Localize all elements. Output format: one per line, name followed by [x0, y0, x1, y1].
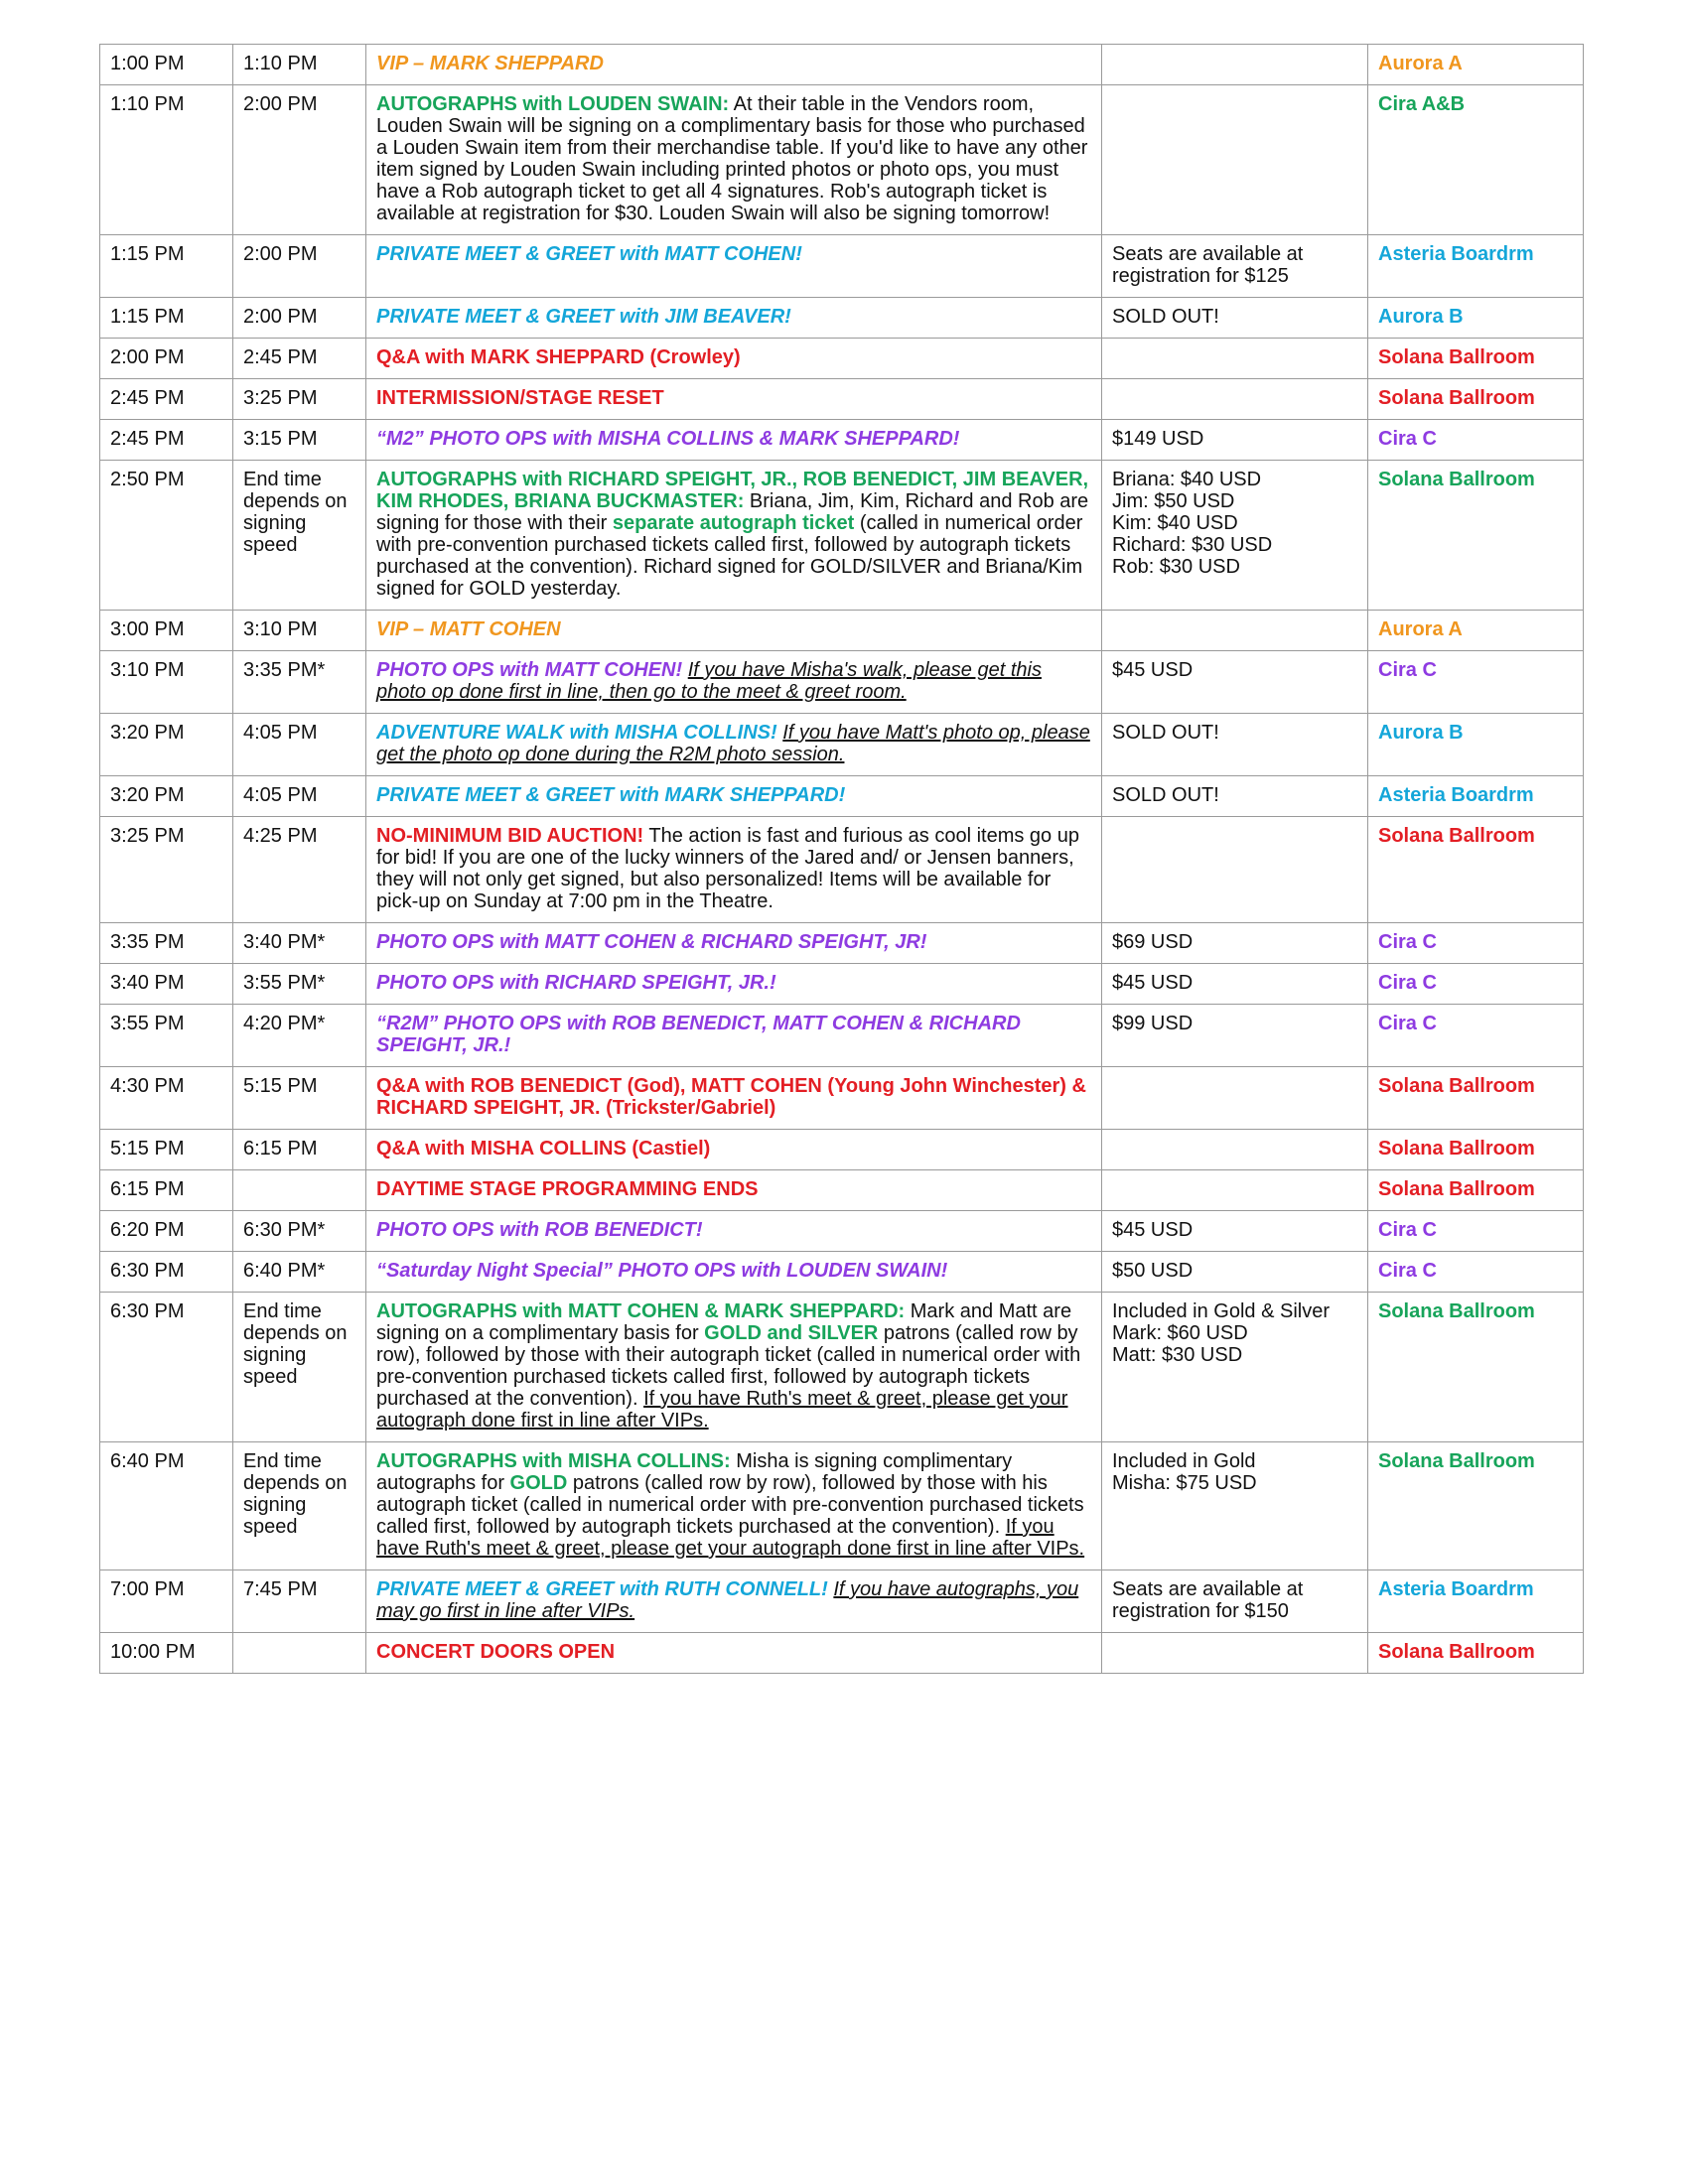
event-title: PRIVATE MEET & GREET with MARK SHEPPARD!	[376, 784, 846, 806]
start-time: 6:40 PM	[100, 1442, 233, 1570]
price-info	[1102, 1633, 1368, 1674]
price-info	[1102, 45, 1368, 85]
event-title: Q&A with MARK SHEPPARD (Crowley)	[376, 346, 741, 368]
schedule-row	[100, 420, 1584, 461]
event-title: VIP – MARK SHEPPARD	[376, 53, 604, 74]
event-description	[366, 298, 1102, 339]
event-title: CONCERT DOORS OPEN	[376, 1641, 616, 1663]
event-title: NO-MINIMUM BID AUCTION!	[376, 825, 644, 847]
room: Aurora A	[1368, 611, 1584, 651]
price-info	[1102, 1170, 1368, 1211]
room: Solana Ballroom	[1368, 1442, 1584, 1570]
event-description	[366, 964, 1102, 1005]
event-description	[366, 339, 1102, 379]
schedule-row	[100, 1442, 1584, 1570]
start-time: 3:10 PM	[100, 651, 233, 714]
schedule-row	[100, 85, 1584, 235]
event-body-continued: patrons (called row by row), followed by those with their autograph ticket (called in numerical order with pre-convention purchased tickets called first, followed by autograph tickets purchased at the convention).	[376, 1322, 1081, 1410]
end-time: 3:40 PM*	[233, 923, 366, 964]
end-time: 4:05 PM	[233, 776, 366, 817]
event-title: PHOTO OPS with MATT COHEN!	[376, 659, 683, 681]
end-time: 3:25 PM	[233, 379, 366, 420]
start-time: 2:00 PM	[100, 339, 233, 379]
end-time: 7:45 PM	[233, 1570, 366, 1633]
room: Cira C	[1368, 1211, 1584, 1252]
event-title: “Saturday Night Special” PHOTO OPS with LOUDEN SWAIN!	[376, 1260, 948, 1282]
schedule-row	[100, 1570, 1584, 1633]
price-info: Seats are available at registration for $125	[1102, 235, 1368, 298]
start-time: 1:10 PM	[100, 85, 233, 235]
end-time: End time depends on signing speed	[233, 1442, 366, 1570]
event-description	[366, 1211, 1102, 1252]
price-info	[1102, 1067, 1368, 1130]
room: Asteria Boardrm	[1368, 235, 1584, 298]
start-time: 6:30 PM	[100, 1252, 233, 1293]
price-info: $45 USD	[1102, 1211, 1368, 1252]
price-info: Included in Gold & Silver Mark: $60 USD Matt: $30 USD	[1102, 1293, 1368, 1442]
event-description	[366, 379, 1102, 420]
start-time: 3:00 PM	[100, 611, 233, 651]
event-description	[366, 1005, 1102, 1067]
schedule-row	[100, 923, 1584, 964]
start-time: 3:20 PM	[100, 714, 233, 776]
event-title: Q&A with MISHA COLLINS (Castiel)	[376, 1138, 711, 1160]
event-description	[366, 461, 1102, 611]
end-time: 4:20 PM*	[233, 1005, 366, 1067]
event-description	[366, 1067, 1102, 1130]
room: Solana Ballroom	[1368, 817, 1584, 923]
price-info: $50 USD	[1102, 1252, 1368, 1293]
event-note: If you have autographs, you may go first in line after VIPs.	[376, 1578, 1079, 1622]
schedule-row	[100, 964, 1584, 1005]
end-time: 4:25 PM	[233, 817, 366, 923]
schedule-row	[100, 651, 1584, 714]
event-title: PHOTO OPS with MATT COHEN & RICHARD SPEIGHT, JR!	[376, 931, 927, 953]
event-title: VIP – MATT COHEN	[376, 618, 561, 640]
event-body-continued: (called in numerical order with pre-convention purchased tickets called first, followed by autograph tickets purchased at the convention). Richard signed for GOLD/SILVER and Briana/Kim signed for GOLD yesterday.	[376, 512, 1083, 600]
event-description	[366, 235, 1102, 298]
event-body: Briana, Jim, Kim, Richard and Rob are signing for those with their	[376, 490, 1089, 534]
room: Aurora A	[1368, 45, 1584, 85]
event-title: PHOTO OPS with RICHARD SPEIGHT, JR.!	[376, 972, 776, 994]
event-title: INTERMISSION/STAGE RESET	[376, 387, 664, 409]
event-title: “M2” PHOTO OPS with MISHA COLLINS & MARK SHEPPARD!	[376, 428, 960, 450]
end-time: 1:10 PM	[233, 45, 366, 85]
event-description	[366, 420, 1102, 461]
end-time: 2:45 PM	[233, 339, 366, 379]
price-info: $45 USD	[1102, 964, 1368, 1005]
start-time: 1:15 PM	[100, 235, 233, 298]
room: Cira C	[1368, 923, 1584, 964]
schedule-row	[100, 1211, 1584, 1252]
end-time: 3:55 PM*	[233, 964, 366, 1005]
room: Solana Ballroom	[1368, 1293, 1584, 1442]
end-time: End time depends on signing speed	[233, 461, 366, 611]
start-time: 5:15 PM	[100, 1130, 233, 1170]
schedule-row	[100, 339, 1584, 379]
room: Solana Ballroom	[1368, 339, 1584, 379]
schedule-row	[100, 461, 1584, 611]
start-time: 3:55 PM	[100, 1005, 233, 1067]
event-body: Misha is signing complimentary autographs for	[376, 1450, 1013, 1494]
room: Solana Ballroom	[1368, 1170, 1584, 1211]
room: Solana Ballroom	[1368, 1067, 1584, 1130]
schedule-row	[100, 1005, 1584, 1067]
event-description	[366, 1170, 1102, 1211]
room: Cira A&B	[1368, 85, 1584, 235]
end-time: 3:15 PM	[233, 420, 366, 461]
event-note: If you have Misha's walk, please get this photo op done first in line, then go to the meet & greet room.	[376, 659, 1042, 703]
room: Cira C	[1368, 420, 1584, 461]
room: Solana Ballroom	[1368, 379, 1584, 420]
event-description	[366, 1130, 1102, 1170]
event-title: Q&A with ROB BENEDICT (God), MATT COHEN (Young John Winchester) & RICHARD SPEIGHT, JR. (Trickster/Gabriel)	[376, 1075, 1086, 1119]
event-title: AUTOGRAPHS with MATT COHEN & MARK SHEPPARD:	[376, 1300, 906, 1322]
end-time: 5:15 PM	[233, 1067, 366, 1130]
price-info	[1102, 611, 1368, 651]
event-description	[366, 776, 1102, 817]
start-time: 6:15 PM	[100, 1170, 233, 1211]
event-description	[366, 1633, 1102, 1674]
start-time: 3:20 PM	[100, 776, 233, 817]
schedule-row	[100, 776, 1584, 817]
end-time: 4:05 PM	[233, 714, 366, 776]
room: Cira C	[1368, 964, 1584, 1005]
schedule-row	[100, 1293, 1584, 1442]
end-time: 2:00 PM	[233, 235, 366, 298]
end-time: 2:00 PM	[233, 298, 366, 339]
room: Aurora B	[1368, 298, 1584, 339]
start-time: 1:15 PM	[100, 298, 233, 339]
price-info	[1102, 85, 1368, 235]
event-title: PHOTO OPS with ROB BENEDICT!	[376, 1219, 703, 1241]
price-info: $99 USD	[1102, 1005, 1368, 1067]
end-time: 3:10 PM	[233, 611, 366, 651]
schedule-row	[100, 1252, 1584, 1293]
room: Solana Ballroom	[1368, 1633, 1584, 1674]
room: Cira C	[1368, 1252, 1584, 1293]
event-note: If you have Matt's photo op, please get the photo op done during the R2M photo session.	[376, 722, 1090, 765]
event-title: PRIVATE MEET & GREET with JIM BEAVER!	[376, 306, 791, 328]
schedule-row	[100, 1130, 1584, 1170]
start-time: 2:45 PM	[100, 420, 233, 461]
end-time: 6:15 PM	[233, 1130, 366, 1170]
room: Cira C	[1368, 1005, 1584, 1067]
schedule-row	[100, 817, 1584, 923]
event-body-continued: patrons (called row by row), followed by those with his autograph ticket (called in numerical order with pre-convention purchased tickets called first, followed by autograph tickets purchased at the convention).	[376, 1472, 1084, 1538]
event-description	[366, 1293, 1102, 1442]
event-body: At their table in the Vendors room, Louden Swain will be signing on a complimentary basis for those who purchased a Louden Swain item from their merchandise table. If you'd like to have any other item signed by Louden Swain including printed photos or photo ops, you must have a Rob autograph ticket to get all 4 signatures. Rob's autograph ticket is available at registration for $30. Louden Swain will also be signing tomorrow!	[376, 93, 1088, 224]
room: Asteria Boardrm	[1368, 1570, 1584, 1633]
event-title: PRIVATE MEET & GREET with RUTH CONNELL!	[376, 1578, 828, 1600]
price-info	[1102, 379, 1368, 420]
event-highlight: separate autograph ticket	[612, 512, 855, 534]
start-time: 6:20 PM	[100, 1211, 233, 1252]
schedule-row	[100, 1170, 1584, 1211]
event-description	[366, 714, 1102, 776]
end-time: 3:35 PM*	[233, 651, 366, 714]
start-time: 3:35 PM	[100, 923, 233, 964]
schedule-table	[99, 44, 1584, 1674]
event-description	[366, 45, 1102, 85]
schedule-row	[100, 714, 1584, 776]
event-note: If you have Ruth's meet & greet, please get your autograph done first in line after VIPs.	[376, 1516, 1085, 1560]
room: Solana Ballroom	[1368, 1130, 1584, 1170]
schedule-row	[100, 611, 1584, 651]
schedule-row	[100, 235, 1584, 298]
room: Solana Ballroom	[1368, 461, 1584, 611]
schedule-row	[100, 45, 1584, 85]
start-time: 4:30 PM	[100, 1067, 233, 1130]
event-title: ADVENTURE WALK with MISHA COLLINS!	[376, 722, 777, 744]
end-time: 2:00 PM	[233, 85, 366, 235]
end-time	[233, 1170, 366, 1211]
event-description	[366, 923, 1102, 964]
event-description	[366, 1252, 1102, 1293]
start-time: 1:00 PM	[100, 45, 233, 85]
event-title: AUTOGRAPHS with LOUDEN SWAIN:	[376, 93, 730, 115]
end-time: 6:30 PM*	[233, 1211, 366, 1252]
price-info: SOLD OUT!	[1102, 776, 1368, 817]
price-info: Included in Gold Misha: $75 USD	[1102, 1442, 1368, 1570]
start-time: 6:30 PM	[100, 1293, 233, 1442]
price-info: SOLD OUT!	[1102, 714, 1368, 776]
schedule-row	[100, 1067, 1584, 1130]
event-note: If you have Ruth's meet & greet, please get your autograph done first in line after VIPs.	[376, 1388, 1068, 1432]
start-time: 2:50 PM	[100, 461, 233, 611]
event-description	[366, 651, 1102, 714]
schedule-row	[100, 379, 1584, 420]
price-info: $45 USD	[1102, 651, 1368, 714]
price-info: $69 USD	[1102, 923, 1368, 964]
price-info: SOLD OUT!	[1102, 298, 1368, 339]
start-time: 3:25 PM	[100, 817, 233, 923]
price-info	[1102, 1130, 1368, 1170]
event-body: Mark and Matt are signing on a complimentary basis for	[376, 1300, 1072, 1344]
price-info: Briana: $40 USD Jim: $50 USD Kim: $40 USD Richard: $30 USD Rob: $30 USD	[1102, 461, 1368, 611]
event-title: AUTOGRAPHS with RICHARD SPEIGHT, JR., ROB BENEDICT, JIM BEAVER, KIM RHODES, BRIANA BUCKMASTER:	[376, 469, 1089, 512]
event-highlight: GOLD and SILVER	[704, 1322, 879, 1344]
event-title: DAYTIME STAGE PROGRAMMING ENDS	[376, 1178, 759, 1200]
event-description	[366, 1442, 1102, 1570]
event-title: AUTOGRAPHS with MISHA COLLINS:	[376, 1450, 731, 1472]
event-description	[366, 1570, 1102, 1633]
start-time: 3:40 PM	[100, 964, 233, 1005]
end-time: 6:40 PM*	[233, 1252, 366, 1293]
room: Aurora B	[1368, 714, 1584, 776]
event-description	[366, 85, 1102, 235]
price-info: $149 USD	[1102, 420, 1368, 461]
room: Asteria Boardrm	[1368, 776, 1584, 817]
start-time: 7:00 PM	[100, 1570, 233, 1633]
price-info	[1102, 339, 1368, 379]
end-time: End time depends on signing speed	[233, 1293, 366, 1442]
start-time: 10:00 PM	[100, 1633, 233, 1674]
price-info: Seats are available at registration for $150	[1102, 1570, 1368, 1633]
price-info	[1102, 817, 1368, 923]
schedule-row	[100, 1633, 1584, 1674]
room: Cira C	[1368, 651, 1584, 714]
end-time	[233, 1633, 366, 1674]
schedule-row	[100, 298, 1584, 339]
event-description	[366, 817, 1102, 923]
event-highlight: GOLD	[509, 1472, 568, 1494]
event-description	[366, 611, 1102, 651]
schedule-body	[100, 45, 1584, 1674]
event-title: PRIVATE MEET & GREET with MATT COHEN!	[376, 243, 802, 265]
event-body: The action is fast and furious as cool items go up for bid! If you are one of the lucky winners of the Jared and/ or Jensen banners, they will not only get signed, but also personalized! Items will be available for pick-up on Sunday at 7:00 pm in the Theatre.	[376, 825, 1079, 912]
event-title: “R2M” PHOTO OPS with ROB BENEDICT, MATT COHEN & RICHARD SPEIGHT, JR.!	[376, 1013, 1021, 1056]
start-time: 2:45 PM	[100, 379, 233, 420]
